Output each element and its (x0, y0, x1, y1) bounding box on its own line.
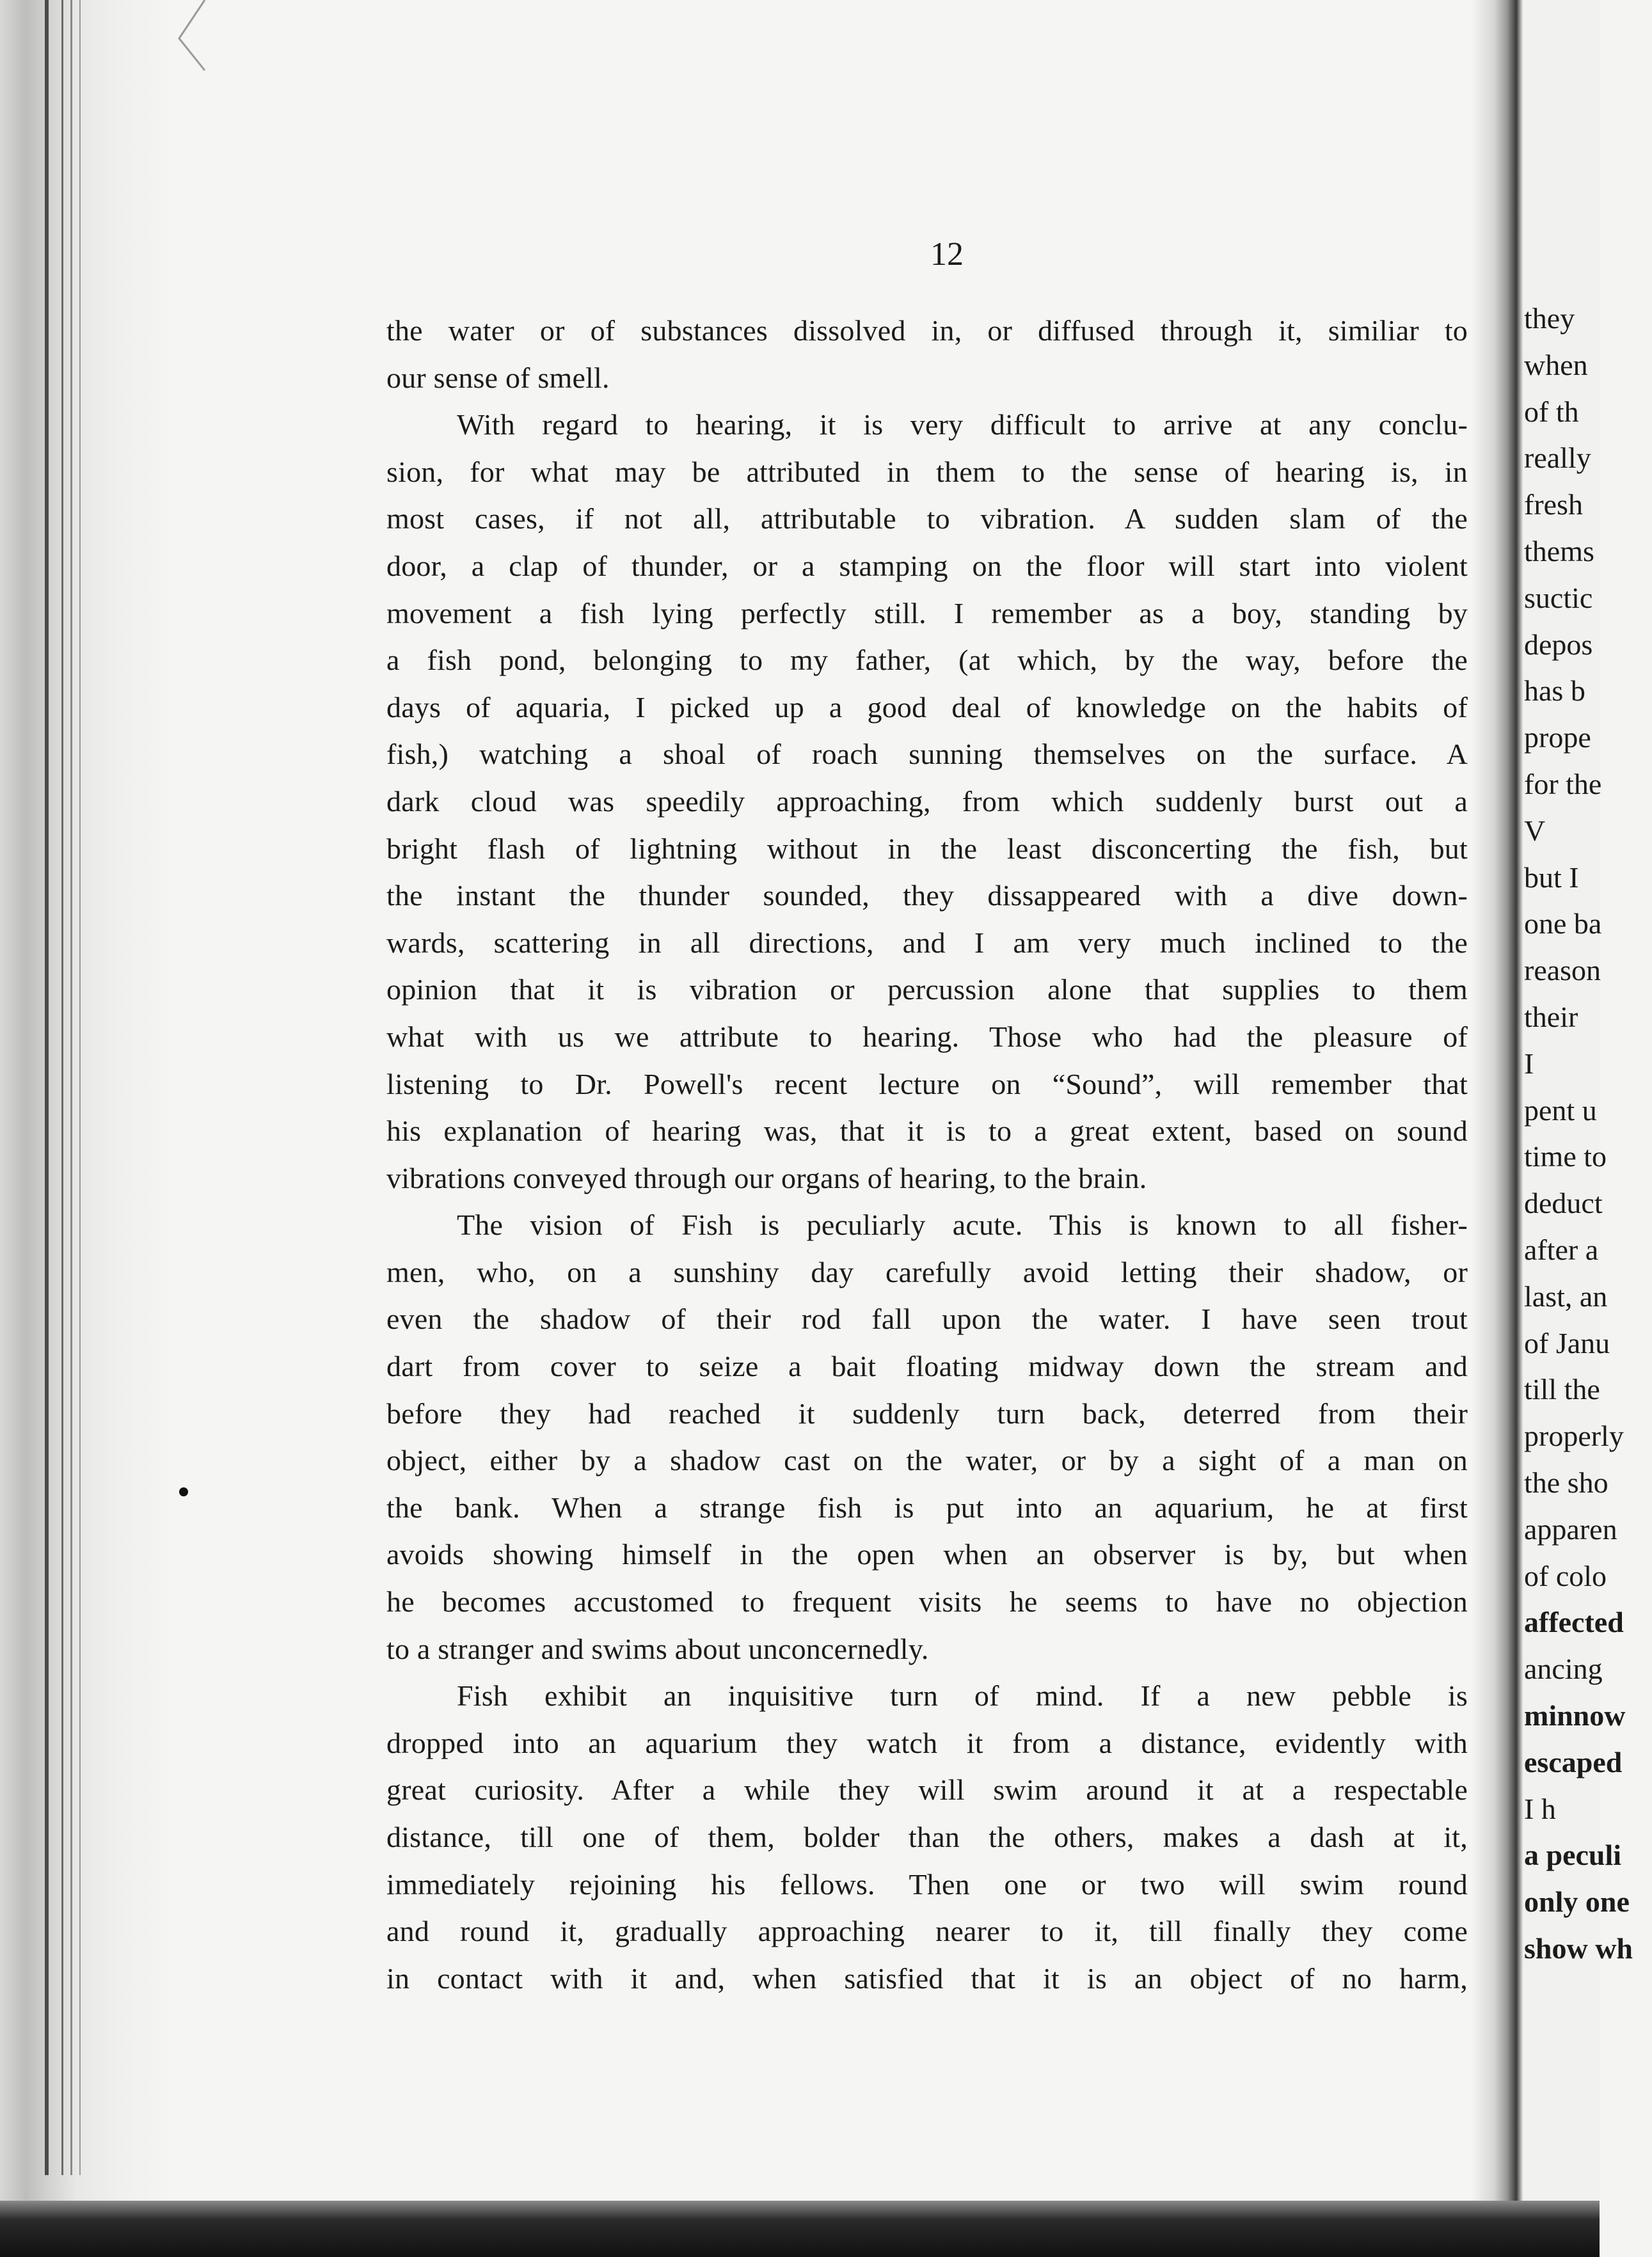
next-page-line: of Janu (1524, 1326, 1610, 1359)
next-page-line: deduct (1524, 1187, 1603, 1220)
text-line: listening to Dr. Powell's recent lecture on “Sound”, will remember that (386, 1067, 1468, 1100)
next-page-line: of colo (1524, 1559, 1607, 1592)
text-line: a fish pond, belonging to my father, (at which, by the way, before the (386, 644, 1468, 677)
margin-dot (179, 1487, 188, 1496)
next-page-line: for the (1524, 767, 1602, 800)
next-page-line: ancing (1524, 1652, 1603, 1686)
next-page-text (1524, 296, 1652, 1972)
text-line: dark cloud was speedily approaching, from which suddenly burst out a (386, 784, 1468, 818)
next-page-line: the sho (1524, 1466, 1608, 1499)
next-page-line: last, an (1524, 1279, 1608, 1313)
next-page-line: but I (1524, 860, 1579, 894)
binding-line (61, 0, 63, 2175)
text-line: vibrations conveyed through our organs of hearing, to the brain. (386, 1161, 1147, 1194)
text-line: fish,) watching a shoal of roach sunning themselves on the surface. A (386, 738, 1468, 771)
text-line: bright flash of lightning without in the least disconcerting the fish, but (386, 832, 1468, 865)
text-line: what with us we attribute to hearing. Those who had the pleasure of (386, 1020, 1468, 1053)
text-line: the water or of substances dissolved in, or diffused through it, similiar to (386, 314, 1468, 347)
text-line: the bank. When a strange fish is put into an aquarium, he at first (386, 1491, 1468, 1524)
next-page-line: depos (1524, 628, 1593, 661)
text-line: dropped into an aquarium they watch it from a distance, evidently with (386, 1726, 1468, 1759)
binding-edge (0, 0, 166, 2257)
next-page-line: pent u (1524, 1093, 1597, 1127)
text-line: The vision of Fish is peculiarly acute. This is known to all fisher- (457, 1208, 1468, 1242)
next-page-line: suctic (1524, 581, 1593, 614)
text-line: his explanation of hearing was, that it is to a great extent, based on sound (386, 1114, 1468, 1148)
text-line: he becomes accustomed to frequent visits he seems to have no objection (386, 1585, 1468, 1619)
next-page-line: properly (1524, 1420, 1624, 1453)
next-page-line: they (1524, 302, 1575, 335)
next-page-line: minnow (1524, 1699, 1626, 1732)
body-text (386, 307, 1468, 2002)
next-page-line: apparen (1524, 1512, 1617, 1546)
next-page-line: reason (1524, 954, 1601, 987)
binding-line (45, 0, 49, 2175)
text-line: dart from cover to seize a bait floating midway down the stream and (386, 1350, 1468, 1383)
next-page-line: their (1524, 1000, 1578, 1033)
page-number: 12 (930, 236, 964, 273)
next-page-line: of th (1524, 395, 1579, 428)
text-line: to a stranger and swims about unconcernedly. (386, 1632, 929, 1665)
binding-line (79, 0, 81, 2175)
text-line: door, a clap of thunder, or a stamping on the floor will start into violent (386, 549, 1468, 582)
next-page-line: thems (1524, 534, 1594, 567)
next-page-line: one ba (1524, 907, 1602, 940)
next-page-line: prope (1524, 721, 1591, 754)
next-page-line: really (1524, 441, 1591, 475)
text-line: and round it, gradually approaching nearer to it, till finally they come (386, 1915, 1468, 1948)
text-line: distance, till one of them, bolder than the others, makes a dash at it, (386, 1821, 1468, 1853)
text-line: our sense of smell. (386, 361, 610, 394)
next-page-line: when (1524, 348, 1588, 381)
next-page-line: escaped (1524, 1745, 1623, 1778)
text-line: wards, scattering in all directions, and I am very much inclined to the (386, 926, 1468, 959)
next-page-line: I (1524, 1047, 1534, 1080)
page-fold-mark (147, 0, 224, 77)
text-line: before they had reached it suddenly turn back, deterred from their (386, 1397, 1468, 1430)
text-line: immediately rejoining his fellows. Then one or two will swim round (386, 1867, 1468, 1901)
next-page-line: time to (1524, 1140, 1607, 1173)
text-line: in contact with it and, when satisfied that it is an object of no harm, (386, 1961, 1468, 1995)
next-page-line: show wh (1524, 1931, 1633, 1965)
text-line: men, who, on a sunshiny day carefully avoid letting their shadow, or (386, 1255, 1468, 1288)
next-page-line: fresh (1524, 488, 1583, 521)
next-page-line: V (1524, 814, 1546, 847)
text-line: great curiosity. After a while they will swim around it at a respectable (386, 1773, 1468, 1807)
binding-line (70, 0, 72, 2175)
page-gutter (1472, 0, 1523, 2257)
text-line: even the shadow of their rod fall upon the water. I have seen trout (386, 1303, 1468, 1336)
text-line: opinion that it is vibration or percussion alone that supplies to them (386, 973, 1468, 1006)
text-line: With regard to hearing, it is very difficult to arrive at any conclu- (457, 408, 1468, 441)
text-line: most cases, if not all, attributable to vibration. A sudden slam of the (386, 502, 1468, 535)
next-page-line: has b (1524, 674, 1585, 708)
next-page-line: till the (1524, 1373, 1600, 1406)
next-page-line: only one (1524, 1885, 1630, 1919)
bottom-shadow (0, 2201, 1600, 2257)
text-line: avoids showing himself in the open when an observer is by, but when (386, 1538, 1468, 1571)
text-line: movement a fish lying perfectly still. I remember as a boy, standing by (386, 596, 1468, 630)
text-line: the instant the thunder sounded, they dissappeared with a dive down- (386, 879, 1468, 912)
next-page-line: I h (1524, 1792, 1556, 1825)
text-line: object, either by a shadow cast on the water, or by a sight of a man on (386, 1444, 1468, 1477)
text-line: days of aquaria, I picked up a good deal of knowledge on the habits of (386, 690, 1468, 724)
next-page-line: after a (1524, 1233, 1599, 1266)
next-page-line: a peculi (1524, 1839, 1622, 1872)
text-line: Fish exhibit an inquisitive turn of mind. If a new pebble is (457, 1679, 1468, 1713)
text-line: sion, for what may be attributed in them to the sense of hearing is, in (386, 455, 1468, 488)
next-page-line: affected (1524, 1606, 1624, 1639)
